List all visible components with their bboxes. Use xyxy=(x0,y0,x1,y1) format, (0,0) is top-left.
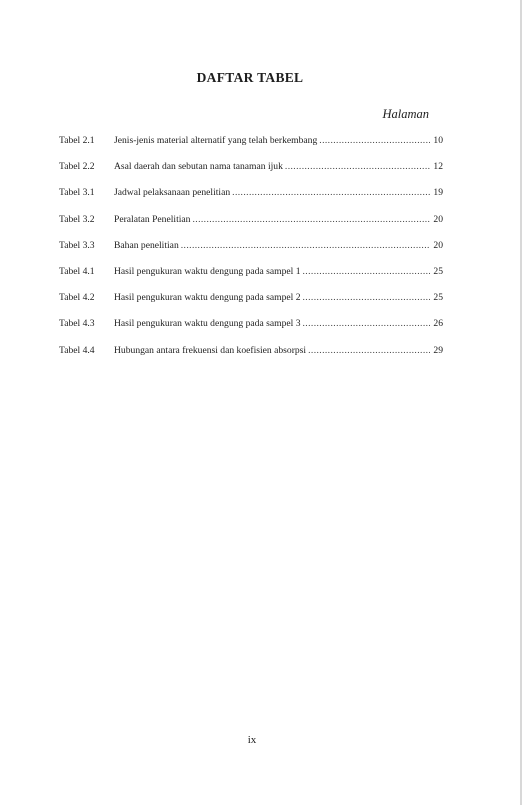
table-number: Tabel 3.3 xyxy=(59,239,95,251)
dot-leader xyxy=(303,292,431,303)
table-number: Tabel 4.3 xyxy=(59,318,95,330)
page-reference: 20 xyxy=(433,239,443,251)
table-list-item[interactable] xyxy=(59,318,443,344)
table-list-item[interactable] xyxy=(59,214,443,240)
table-number: Tabel 3.1 xyxy=(59,187,95,199)
dot-leader xyxy=(285,161,430,172)
page-reference: 12 xyxy=(433,161,443,173)
table-list-item[interactable] xyxy=(59,135,443,161)
table-title: Jenis-jenis material alternatif yang telah berkembang xyxy=(114,135,318,146)
page-reference: 26 xyxy=(433,318,443,330)
page-reference: 19 xyxy=(433,187,443,199)
dot-leader xyxy=(303,266,431,277)
page-reference: 10 xyxy=(433,135,443,146)
dot-leader xyxy=(303,318,431,329)
dot-leader xyxy=(181,240,430,251)
dot-leader xyxy=(319,135,430,146)
table-title: Hubungan antara frekuensi dan koefisien absorpsi xyxy=(114,344,307,356)
table-title: Hasil pengukuran waktu dengung pada sampel 3 xyxy=(114,318,301,330)
table-list-item[interactable] xyxy=(59,240,443,266)
table-number: Tabel 3.2 xyxy=(59,213,95,225)
page-number: ix xyxy=(247,734,257,746)
table-list-item[interactable] xyxy=(59,292,443,318)
table-title: Bahan penelitian xyxy=(114,239,179,251)
table-list-item[interactable] xyxy=(59,187,443,213)
table-title: Asal daerah dan sebutan nama tanaman ijuk xyxy=(114,161,283,173)
table-entry xyxy=(114,345,443,356)
table-entry xyxy=(114,266,443,277)
table-number: Tabel 4.1 xyxy=(59,265,95,277)
table-title: Hasil pengukuran waktu dengung pada sampel 2 xyxy=(114,292,301,304)
page-reference: 25 xyxy=(433,265,443,277)
table-entry xyxy=(114,161,443,172)
table-entry xyxy=(114,135,443,146)
table-list-item[interactable] xyxy=(59,266,443,292)
dot-leader xyxy=(232,187,430,198)
table-title: Hasil pengukuran waktu dengung pada sampel 1 xyxy=(114,265,301,277)
table-number: Tabel 2.1 xyxy=(59,135,95,146)
table-title: Peralatan Penelitian xyxy=(114,213,191,225)
table-number: Tabel 4.4 xyxy=(59,344,95,356)
table-entry xyxy=(114,240,443,251)
dot-leader xyxy=(192,214,430,225)
table-entry xyxy=(114,214,443,225)
page-column-label: Halaman xyxy=(382,107,429,121)
table-entry xyxy=(114,318,443,329)
table-number: Tabel 2.2 xyxy=(59,161,95,173)
table-list-item[interactable] xyxy=(59,345,443,371)
table-list-item[interactable] xyxy=(59,161,443,187)
page-reference: 20 xyxy=(433,213,443,225)
table-title: Jadwal pelaksanaan penelitian xyxy=(114,187,231,199)
page-title: DAFTAR TABEL xyxy=(196,70,304,85)
page-reference: 29 xyxy=(433,344,443,356)
table-entry xyxy=(114,292,443,303)
page-reference: 25 xyxy=(433,292,443,304)
table-list xyxy=(59,135,443,371)
table-number: Tabel 4.2 xyxy=(59,292,95,304)
table-entry xyxy=(114,187,443,198)
dot-leader xyxy=(308,345,430,356)
